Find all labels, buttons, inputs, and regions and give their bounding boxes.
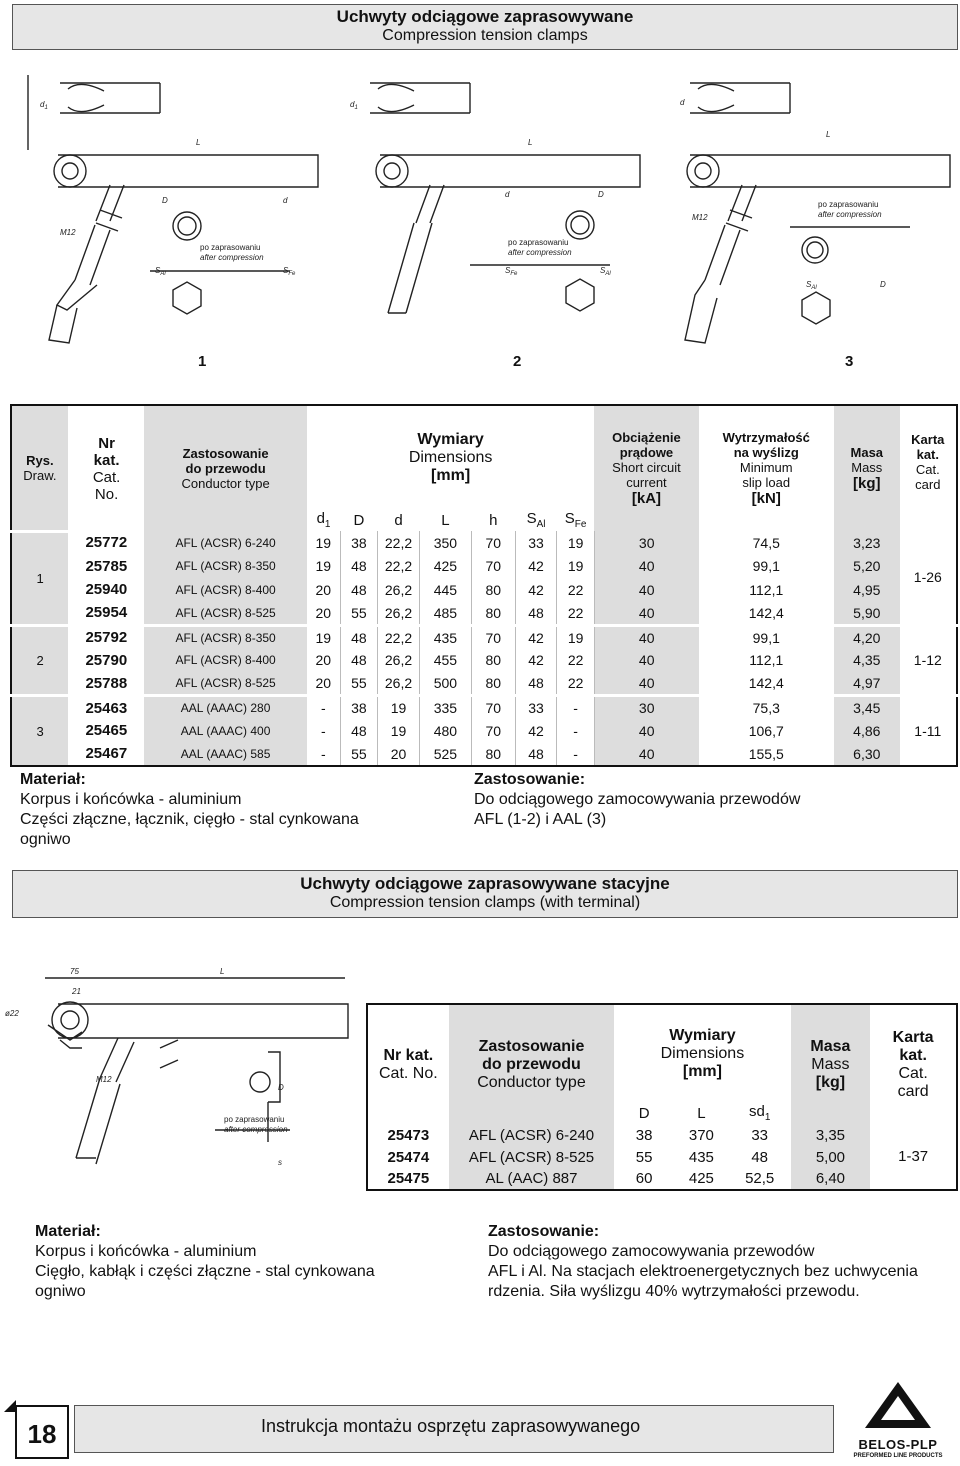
cat-number-cell: 25463 (68, 696, 144, 720)
title2-en: Compression tension clamps (with terminal) (329, 894, 641, 911)
dim-L-cell: 370 (688, 1126, 714, 1144)
mass-cell: 5,90 (834, 602, 900, 626)
dim-D-2: D (598, 190, 604, 199)
dim-D-4: D (278, 1083, 284, 1092)
mass-cell: 4,35 (834, 649, 900, 673)
logo-subtitle: PREFORMED LINE PRODUCTS (853, 1453, 943, 1459)
dim-L-cell: 480 (419, 719, 471, 743)
dim-sfe-cell: 19 (557, 555, 595, 579)
dim-L-cell: 455 (419, 649, 471, 673)
usage-block-2 (488, 1222, 918, 1302)
dim-D-cell: 48 (340, 649, 378, 673)
dim-d1-2: $d_1$ (350, 100, 358, 111)
sub-L: L (441, 511, 450, 529)
dim-21: 21 (72, 987, 81, 996)
dim-L-cell: 525 (419, 743, 471, 767)
spec-table-2 (366, 1003, 958, 1191)
dim-D-cell: 48 (340, 578, 378, 602)
dim-sfe-cell: 19 (557, 531, 595, 555)
dim-sal-2: $S_{Al}$ (600, 266, 611, 277)
slip-load-cell: 112,1 (749, 652, 784, 669)
dim-l-4: L (220, 967, 225, 976)
dim-l-3: L (826, 130, 831, 139)
dim-D-cell: 55 (635, 1148, 653, 1166)
conductor-type-cell: AFL (ACSR) 8-525 (144, 602, 307, 626)
usage-heading: Zastosowanie: (474, 771, 586, 788)
note-pl-4: po zaprasowaniu (224, 1115, 285, 1124)
dim-d1-1: $d_1$ (40, 100, 48, 111)
table-row (11, 578, 957, 602)
dim-L-cell: 435 (419, 625, 471, 649)
t2-sub-L: L (697, 1104, 706, 1122)
dim-d1-cell: 20 (307, 649, 340, 673)
dim-L-cell: 335 (419, 696, 471, 720)
drawing-number-2: 2 (513, 353, 522, 370)
conductor-type-cell: AL (AAC) 887 (449, 1168, 615, 1190)
dim-m12-4: M12 (96, 1075, 112, 1084)
conductor-type-cell: AFL (ACSR) 8-350 (144, 555, 307, 579)
conductor-type-cell: AFL (ACSR) 8-400 (144, 649, 307, 673)
title-pl: Uchwyty odciągowe zaprasowywane (336, 7, 634, 26)
short-circuit-cell: 40 (594, 672, 698, 696)
mass-cell: 5,00 (791, 1146, 871, 1168)
dim-sal-1: $S_{Al}$ (155, 266, 166, 277)
dim-m12-1: M12 (60, 228, 76, 237)
material-block-1 (20, 770, 359, 850)
mass-cell: 4,20 (834, 625, 900, 649)
mass-cell: 3,35 (791, 1124, 871, 1146)
note-en-3: after compression (818, 210, 882, 219)
page-number: 18 (15, 1405, 69, 1459)
dim-h-cell: 70 (471, 696, 515, 720)
hdr-cat-no: Nr kat. Cat. No. (68, 405, 144, 531)
mass-cell: 6,30 (834, 743, 900, 767)
dim-sal-cell: 48 (515, 743, 557, 767)
dim-d1-cell: - (307, 743, 340, 767)
material2-line: ogniwo (35, 1283, 86, 1300)
dim-sfe-cell: 22 (557, 578, 595, 602)
cat-number-cell: 25467 (85, 745, 128, 763)
slip-load-cell: 142,4 (748, 675, 784, 691)
dim-D-cell: 38 (340, 531, 378, 555)
dim-D-cell: 38 (635, 1126, 653, 1144)
section-title-2 (12, 870, 958, 918)
conductor-type-cell: AFL (ACSR) 8-350 (144, 625, 307, 649)
table-row (367, 1146, 957, 1168)
dim-l-1: L (196, 138, 201, 147)
drawing-number-1: 1 (198, 353, 207, 370)
material2-line: Korpus i końcówka - aluminium (35, 1243, 257, 1260)
conductor-type-cell: AFL (ACSR) 8-525 (144, 672, 307, 696)
dim-l-2: L (528, 138, 533, 147)
cat-number-cell: 25474 (387, 1148, 430, 1166)
dim-sd-cell: 52,5 (745, 1170, 775, 1187)
logo-mark-icon (863, 1380, 933, 1430)
drawing-1 (28, 75, 318, 343)
dim-sal-3: $S_{Al}$ (806, 280, 817, 291)
short-circuit-cell: 40 (594, 649, 698, 673)
short-circuit-cell: 30 (594, 531, 698, 555)
short-circuit-cell: 30 (594, 696, 698, 720)
cat-number-cell: 25790 (85, 651, 128, 669)
dim-sfe-cell: - (557, 743, 595, 767)
card-cell: 1-37 (898, 1148, 929, 1165)
dim-L-cell: 350 (419, 531, 471, 555)
dim-s-4: s (278, 1158, 282, 1167)
station-clamp-drawing (0, 960, 360, 1190)
material-line: Korpus i końcówka - aluminium (20, 791, 242, 808)
dim-sfe-cell: 22 (557, 602, 595, 626)
dim-hole: ø22 (5, 1009, 19, 1018)
dim-sfe-cell: - (557, 696, 595, 720)
note-pl-1: po zaprasowaniu (200, 243, 261, 252)
dim-h-cell: 70 (471, 625, 515, 649)
dim-d-cell: 19 (378, 696, 420, 720)
t2-hdr-cat-no: Nr kat. Cat. No. (367, 1004, 449, 1124)
table-row (11, 696, 957, 720)
dim-h-cell: 70 (471, 555, 515, 579)
table-row (11, 531, 957, 555)
table-row (367, 1124, 957, 1146)
dim-D-3: D (880, 280, 886, 289)
dim-sal-cell: 48 (515, 672, 557, 696)
dim-sfe-cell: 22 (557, 672, 595, 696)
sub-d: d (394, 511, 403, 529)
dim-sal-cell: 42 (515, 555, 557, 579)
table-row (11, 649, 957, 673)
table-row (11, 555, 957, 579)
material-block-2 (35, 1222, 375, 1302)
t2-sub-sd: $sd_1$ (748, 1103, 771, 1123)
t2-hdr-dimensions: Wymiary Dimensions [mm] (614, 1004, 790, 1102)
dim-d1-cell: 20 (307, 602, 340, 626)
t2-hdr-mass: Masa Mass [kg] (791, 1004, 871, 1124)
hdr-short-circuit: Obciążenie prądowe Short circuit current [kA] (594, 405, 698, 531)
note-en-4: after compression (224, 1125, 288, 1134)
footer-text: Instrukcja montażu osprzętu zaprasowywanego (261, 1416, 641, 1436)
dim-D-cell: 48 (340, 719, 378, 743)
draw-number-cell: 3 (11, 696, 68, 767)
cat-number-cell: 25788 (85, 674, 128, 692)
conductor-type-cell: AFL (ACSR) 6-240 (144, 531, 307, 555)
hdr-slip-load: Wytrzymałość na wyślizg Minimum slip load [kN] (699, 405, 834, 531)
conductor-type-cell: AAL (AAAC) 400 (144, 719, 307, 743)
cat-number-cell: 25772 (85, 534, 128, 552)
sub-h: h (489, 511, 498, 529)
dim-d-cell: 26,2 (378, 672, 420, 696)
material-line: Części złączne, łącznik, cięgło - stal cynkowana (20, 811, 359, 828)
usage2-line: Do odciągowego zamocowywania przewodów (488, 1243, 815, 1260)
mass-cell: 4,86 (834, 719, 900, 743)
table-row (367, 1168, 957, 1190)
dim-sal-cell: 33 (515, 531, 557, 555)
sub-D: D (353, 511, 365, 529)
dim-D-cell: 55 (340, 672, 378, 696)
dim-d1-cell: 20 (307, 578, 340, 602)
conductor-type-cell: AFL (ACSR) 8-400 (144, 578, 307, 602)
usage-block-1 (474, 770, 800, 830)
sub-d1: $d_1$ (316, 510, 331, 530)
short-circuit-cell: 40 (594, 743, 698, 767)
dim-d-cell: 22,2 (378, 531, 420, 555)
t2-sub-D: D (638, 1104, 650, 1122)
card-cell: 1-12 (900, 625, 957, 696)
dim-h-cell: 80 (471, 649, 515, 673)
short-circuit-cell: 40 (594, 625, 698, 649)
table-row (11, 602, 957, 626)
dim-D-cell: 55 (340, 602, 378, 626)
dim-75: 75 (70, 967, 79, 976)
dim-sal-cell: 48 (515, 602, 557, 626)
conductor-type-cell: AAL (AAAC) 280 (144, 696, 307, 720)
slip-load-cell: 155,5 (748, 745, 784, 762)
dim-d-cell: 26,2 (378, 602, 420, 626)
slip-load-cell: 112,1 (749, 581, 784, 598)
dim-d1-cell: 20 (307, 672, 340, 696)
usage2-line: rdzenia. Siła wyślizgu 40% wytrzymałości przewodu. (488, 1283, 860, 1300)
dim-D-cell: 60 (635, 1170, 653, 1187)
dim-L-cell: 500 (419, 672, 471, 696)
mass-cell: 4,95 (834, 578, 900, 602)
note-pl-2: po zaprasowaniu (508, 238, 569, 247)
cat-number-cell: 25940 (85, 581, 128, 599)
cat-number-cell: 25785 (85, 557, 128, 575)
dim-L-cell: 485 (419, 602, 471, 626)
slip-load-cell: 106,7 (748, 722, 784, 739)
title-en: Compression tension clamps (382, 27, 588, 44)
hdr-mass: Masa Mass [kg] (834, 405, 900, 531)
dim-L-cell: 435 (688, 1148, 714, 1166)
dim-h-cell: 80 (471, 578, 515, 602)
hdr-dimensions: Wymiary Dimensions [mm] (307, 405, 595, 509)
note-en-1: after compression (200, 253, 264, 262)
slip-load-cell: 142,4 (748, 604, 784, 621)
dim-d-cell: 26,2 (378, 649, 420, 673)
dim-h-cell: 80 (471, 602, 515, 626)
card-cell: 1-26 (913, 569, 942, 586)
table-row (11, 672, 957, 696)
dim-L-cell: 425 (419, 555, 471, 579)
spec-table-2-body (367, 1124, 957, 1190)
dim-sfe-cell: 19 (557, 625, 595, 649)
cat-number-cell: 25954 (85, 604, 128, 621)
dim-D-cell: 38 (340, 696, 378, 720)
dim-sal-cell: 42 (515, 625, 557, 649)
dim-h-cell: 70 (471, 719, 515, 743)
material-heading: Materiał: (20, 771, 86, 788)
dim-sfe-2: $S_{Fe}$ (505, 266, 518, 277)
note-en-2: after compression (508, 248, 572, 257)
mass-cell: 4,97 (834, 672, 900, 696)
dim-sd-cell: 33 (751, 1126, 769, 1144)
hdr-card: Karta kat. Cat. card (900, 405, 957, 531)
dim-L-cell: 445 (419, 578, 471, 602)
clamp-drawings (0, 55, 960, 385)
dim-d1-cell: - (307, 696, 340, 720)
dim-sfe-cell: - (557, 719, 595, 743)
card-cell: 1-11 (900, 696, 957, 767)
footer-band (74, 1405, 834, 1453)
dim-d-cell: 20 (378, 743, 420, 767)
dim-sfe-1: $S_{Fe}$ (283, 266, 296, 277)
dim-d-cell: 19 (378, 719, 420, 743)
title2-pl: Uchwyty odciągowe zaprasowywane stacyjne (300, 874, 670, 893)
mass-cell: 5,20 (834, 555, 900, 579)
conductor-type-cell: AFL (ACSR) 8-525 (449, 1146, 615, 1168)
dim-h-cell: 80 (471, 672, 515, 696)
dim-d1-cell: 19 (307, 555, 340, 579)
dim-D-cell: 48 (340, 555, 378, 579)
table-row (11, 719, 957, 743)
dim-d1-cell: - (307, 719, 340, 743)
dim-d1-cell: 19 (307, 531, 340, 555)
table-row (11, 625, 957, 649)
dim-d-cell: 26,2 (378, 578, 420, 602)
slip-load-cell: 74,5 (752, 534, 780, 551)
dim-L-cell: 425 (688, 1170, 714, 1187)
short-circuit-cell: 40 (594, 578, 698, 602)
note-pl-3: po zaprasowaniu (818, 200, 879, 209)
cat-number-cell: 25792 (68, 625, 144, 649)
logo-text: BELOS-PLP (858, 1437, 938, 1452)
table-row (11, 743, 957, 767)
material-line: ogniwo (20, 831, 71, 848)
dim-sd-cell: 48 (751, 1148, 769, 1166)
short-circuit-cell: 40 (594, 555, 698, 579)
dim-d-2: d (505, 190, 510, 199)
draw-number-cell: 2 (11, 625, 68, 696)
dim-d1-cell: 19 (307, 625, 340, 649)
t2-hdr-card: Karta kat. Cat. card (870, 1004, 957, 1124)
usage2-line: AFL i Al. Na stacjach elektroenergetycznych bez uchwycenia (488, 1263, 918, 1280)
dim-sal-cell: 42 (515, 578, 557, 602)
material2-heading: Materiał: (35, 1223, 101, 1240)
dim-D-1: D (162, 196, 168, 205)
dim-d-1: d (283, 196, 288, 205)
cat-number-cell: 25473 (387, 1126, 430, 1144)
dim-D-cell: 55 (340, 743, 378, 767)
hdr-conductor: Zastosowanie do przewodu Conductor type (144, 405, 307, 531)
spec-table-1 (10, 404, 958, 767)
dim-h-cell: 70 (471, 531, 515, 555)
dim-sal-cell: 42 (515, 649, 557, 673)
dim-sal-cell: 33 (515, 696, 557, 720)
draw-number-cell: 1 (11, 531, 68, 625)
t2-hdr-conductor: Zastosowanie do przewodu Conductor type (449, 1004, 615, 1124)
dim-D-cell: 48 (340, 625, 378, 649)
sub-sfe: $S_{Fe}$ (564, 510, 587, 530)
mass-cell: 3,23 (834, 531, 900, 555)
conductor-type-cell: AAL (AAAC) 585 (144, 743, 307, 767)
slip-load-cell: 99,1 (752, 558, 780, 575)
usage2-heading: Zastosowanie: (488, 1223, 600, 1240)
mass-cell: 3,45 (834, 696, 900, 720)
belos-logo (843, 1380, 953, 1464)
cat-number-cell: 25465 (85, 722, 128, 740)
dim-d-cell: 22,2 (378, 555, 420, 579)
dim-h-cell: 80 (471, 743, 515, 767)
sub-sal: $S_{Al}$ (526, 510, 546, 530)
usage-line: AFL (1-2) i AAL (3) (474, 811, 607, 828)
dim-d-3: d (680, 98, 685, 107)
cat-number-cell: 25475 (387, 1170, 430, 1187)
dim-d-cell: 22,2 (378, 625, 420, 649)
short-circuit-cell: 40 (594, 719, 698, 743)
section-title-1 (12, 4, 958, 50)
dim-sal-cell: 42 (515, 719, 557, 743)
mass-cell: 6,40 (791, 1168, 871, 1190)
dim-sfe-cell: 22 (557, 649, 595, 673)
hdr-draw: Rys. Draw. (11, 405, 68, 531)
short-circuit-cell: 40 (594, 602, 698, 626)
slip-load-cell: 75,3 (699, 696, 834, 720)
conductor-type-cell: AFL (ACSR) 6-240 (449, 1124, 615, 1146)
dim-m12-3: M12 (692, 213, 708, 222)
usage-line: Do odciągowego zamocowywania przewodów (474, 791, 801, 808)
drawing-number-3: 3 (845, 353, 854, 370)
slip-load-cell: 99,1 (699, 625, 834, 649)
material2-line: Cięgło, kabłąk i części złączne - stal cynkowana (35, 1263, 375, 1280)
spec-table-1-body (11, 531, 957, 766)
